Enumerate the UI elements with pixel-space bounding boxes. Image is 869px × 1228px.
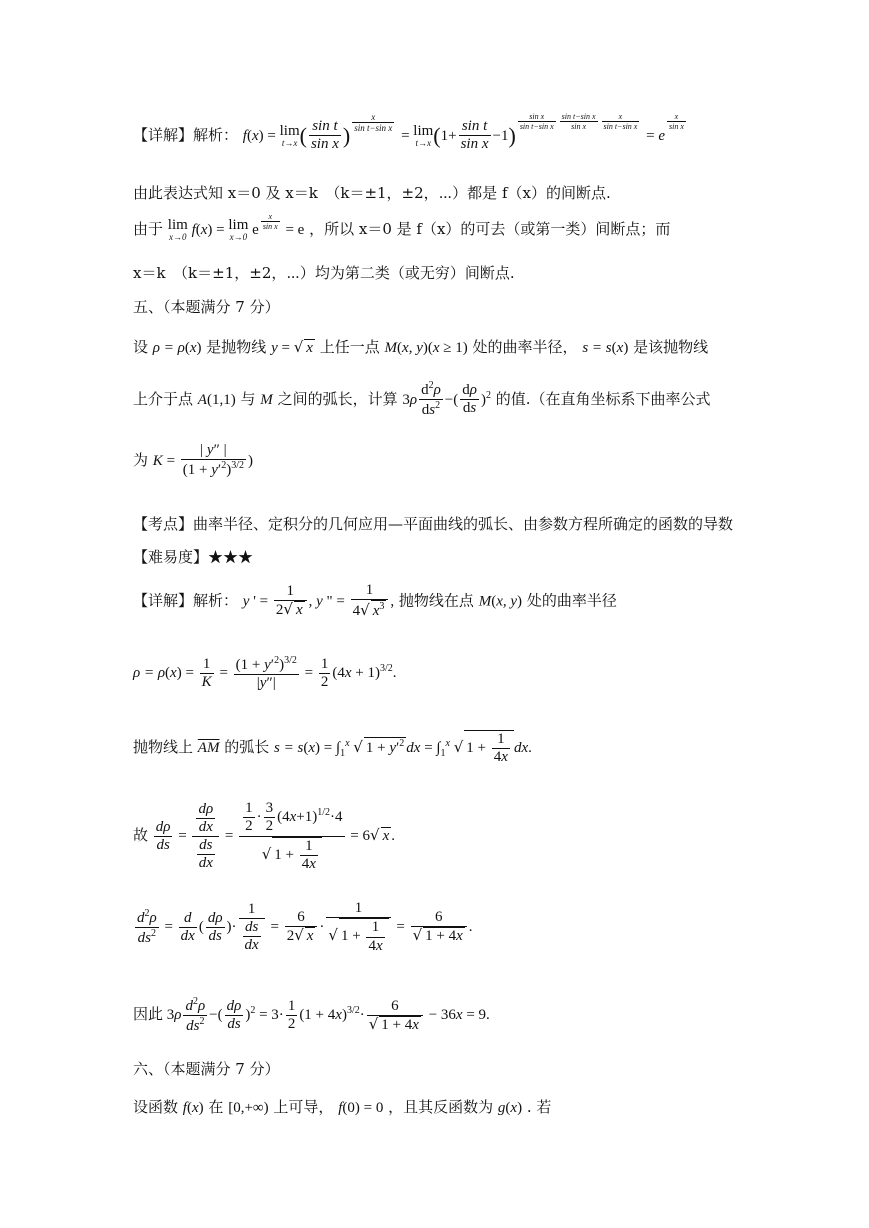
detail-line-3: 由于 lim x→0 f(x) = lim x→0 e $^{\frac{x}{\text{sin x}}}$ = e ，所以 x＝0 是 f（x）的可去（或第一类）间断点；而 — [133, 212, 671, 242]
problem-6-line-1: 设函数 f(x) 在 [0,+∞) 上可导， f(0) = 0 ，且其反函数为 g(x) . 若 — [133, 1098, 552, 1116]
detail-line-2: 由此表达式知 x＝0 及 x＝k （k＝±1，±2，⋯）都是 f（x）的间断点. — [133, 184, 611, 202]
problem-5-line-2: 上介于点 A(1,1) 与 M 之间的弧长，计算 3ρ $\frac{d^2\rho}{ds^2}$ −( $\frac{d\rho}{ds}$ )$^2$ 的值.（在直角坐标系下曲率公式 — [133, 380, 711, 419]
section-6-heading: 六、（本题满分 7 分） — [133, 1060, 280, 1078]
section-5-heading: 五、（本题满分 7 分） — [133, 298, 280, 316]
detail-label: 【详解】解析： — [133, 125, 239, 144]
detail-5-line-1: 【详解】解析： y ' = $\frac{1}{2√ x}$ , y " = $\frac{1}{4√ x^3}$ , 抛物线在点 M(x, y) 处的曲率半径 — [133, 582, 617, 620]
detail-line-4: x＝k （k＝±1，±2，⋯）均为第二类（或无穷）间断点. — [133, 264, 515, 282]
problem-5-line-3: 为 K = $\frac{| y'' |}{(1 + y'^2)^{3/2}}$ ) — [133, 442, 253, 479]
detail-5-line-5: $\frac{d^2\rho}{ds^2}$ = $\frac{d}{dx}$ ( $\frac{d\rho}{ds}$ )· $\frac{1}{\frac{ds}{dx}}$ = $\frac{6}{2√ x}$ · 1 √ 1 + $\frac{1}{4x}$ = $\frac{6}{√ 1 + 4x}$ . — [137, 900, 473, 954]
problem-5-line-1: 设 ρ = ρ(x) 是抛物线 y = √ x 上任一点 M(x, y)(x ≥ 1) 处的曲率半径， s = s(x) 是该抛物线 — [133, 338, 709, 356]
detail-5-line-3: 抛物线上 $\overline{AM}$ 的弧长 $s = s(x) = \int_1^x$ √ $1 + y'^2$ dx = $\int_1^x$ √ 1 + $\frac{1}{4x}$ dx. — [133, 731, 532, 766]
formula-limit: f — [242, 127, 247, 144]
key-points: 【考点】曲率半径、定积分的几何应用—平面曲线的弧长、由参数方程所确定的函数的导数 — [133, 515, 734, 533]
detail-5-line-6: 因此 3ρ $\frac{d^2\rho}{ds^2}$ −( $\frac{d\rho}{ds}$ )$^2$ = 3· $\frac{1}{2}$ $(1 + 4x)^{3/2}\cdot$ $\frac{6}{√ 1 + 4x}$ − 36x = 9. — [133, 996, 490, 1035]
detail-5-line-4: 故 $\frac{d\rho}{ds}$ = $\frac{\frac{d\rho}{dx}}{\frac{ds}{dx}}$ = $\frac{1}{2}$ · $\frac{3}{2}$ $(4x+1)^{1/2}\cdot 4$ √ 1 + $\frac{1}{4x}$ = 6√ x . — [133, 800, 395, 872]
difficulty: 【难易度】★★★ — [133, 548, 254, 566]
detail-5-line-2: ρ = ρ(x) = $\frac{1}{K}$ = $\frac{(1 + y'^2)^{3/2}}{|y''|}$ = $\frac{1}{2}$ $(4x + 1)^{3/2}$. — [133, 655, 397, 692]
detail-line-1: 【详解】解析： f(x) = lim t→x ( $\frac{\text{sin t}}{\text{sin x}}$ ) $^{\frac{x}{\text{sin t−sin x}}}$ = lim t→x (1+ $\frac{\text{sin t}}{\text{sin x}}$ −1) $^{\frac{\text{sin x}}{\text{sin t−sin x}} \frac{\text{sin t−sin x}}{\text{sin x}} \frac{x}{\text{sin t−sin x}}}$ = e $^{\frac{x}{\text{sin x}}}$ — [133, 112, 684, 153]
